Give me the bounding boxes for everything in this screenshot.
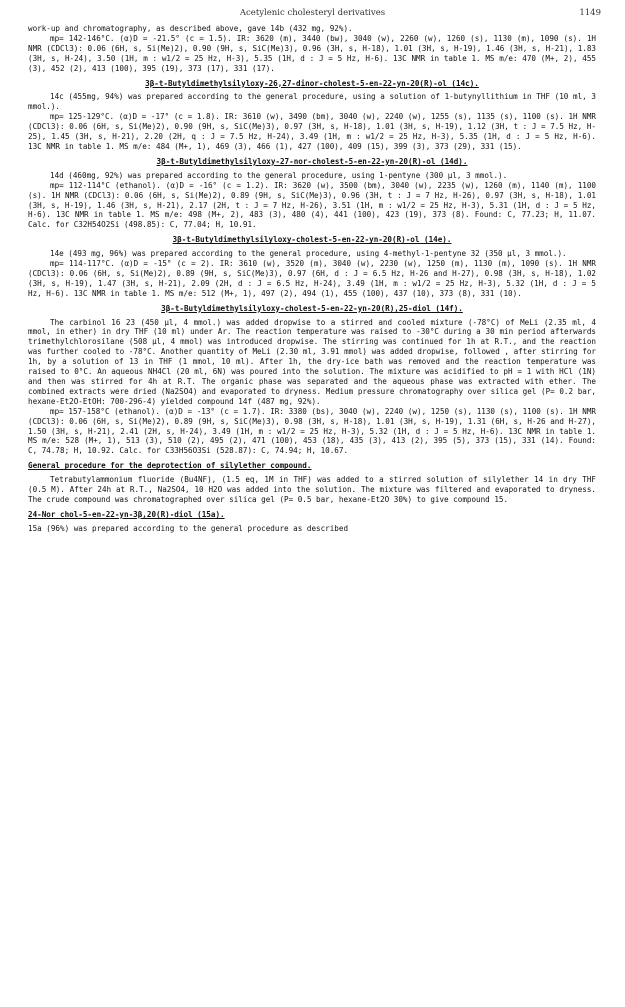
section xyxy=(28,157,596,230)
paragraph: mp= 157-158°C (ethanol). (α)D = -13° (c = 1.7). IR: 3380 (bs), 3040 (w), 2240 (w), 1250 (s), 1130 (s), 1100 (s). 1H NMR (CDCl3): 0.06 (6H, s, Si(Me)2), 0.89 (9H, s, SiC(Me)3), 0.98 (3H, s, H-18), 1.01 (3H, s, H-19), 1.31 (6H, s, H-26 and H-27), 1.50 (3H, s, H-21), 2.41 (2H, s, H-24), 3.49 (1H, m : w1/2 = 25 Hz, H-3), 5.32 (1H, d : J = 5 Hz, H-6). 13C NMR in table 1. MS m/e: 528 (M+, 1), 513 (3), 510 (2), 495 (2), 471 (100), 453 (18), 435 (3), 413 (2), 395 (5), 373 (15), 331 (14). Found: C, 74.78; H, 10.92. Calc. for C33H56O3Si (528.87): C, 74.94; H, 10.67. xyxy=(28,406,596,456)
section-title: 3β-t-Butyldimethylsilyloxy-cholest-5-en-22-yn-20(R)-ol (14e). xyxy=(172,235,452,245)
section xyxy=(28,24,596,74)
paragraph: Tetrabutylammonium fluoride (Bu4NF), (1.5 eq, 1M in THF) was added to a stirred solution of silylether 14 in dry THF (0.5 M). After 24h at R.T., Na2SO4, 10 H2O was added into the solution. The mixture was filtered and evaporated to dryness. The crude compound was chromatographed over silica gel (P= 0.5 bar, hexane-Et2O 30%) to give compound 15. xyxy=(28,475,596,504)
paragraph: mp= 114-117°C. (α)D = -15° (c = 2). IR: 3610 (w), 3520 (m), 3040 (w), 2230 (w), 1250 (m), 1130 (m), 1090 (s). 1H NMR (CDCl3): 0.06 (6H, s, Si(Me)2), 0.89 (9H, s, SiC(Me)3), 0.97 (6H, d : J = 6.5 Hz, H-26 and H-27), 0.98 (3H, s, H-18), 1.02 (3H, s, H-19), 1.47 (3H, s, H-21), 2.09 (2H, d : J = 6.5 Hz, H-24), 3.49 (1H, m : w1/2 = 25 Hz, H-3), 5.32 (1H, d : J = 5 Hz, H-6). 13C NMR in table 1. MS m/e: 512 (M+, 1), 497 (2), 494 (1), 455 (100), 437 (10), 373 (8), 331 (10). xyxy=(28,259,596,298)
paragraph: 15a (96%) was prepared according to the general procedure as described xyxy=(28,523,349,533)
body-text xyxy=(28,24,596,538)
section-title: 3β-t-Butyldimethylsilyloxy-cholest-5-en-22-yn-20(R),25-diol (14f). xyxy=(161,303,463,313)
paragraph: mp= 112-114°C (ethanol). (α)D = -16° (c = 1.2). IR: 3620 (w), 3500 (bm), 3040 (w), 2235 (w), 1260 (m), 1140 (m), 1100 (s). 1H NMR (CDCl3): 0.06 (6H, s, Si(Me)2), 0.89 (9H, s, SiC(Me)3), 0.96 (3H, t : J = 7 Hz, H-26), 0.97 (3H, s, H-18), 1.01 (3H, s, H-19), 1.46 (3H, s, H-21), 2.17 (2H, t : J = 7 Hz, H-26), 3.51 (1H, m : w1/2 = 25 Hz, H-3), 5.31 (1H, d : J = 5 Hz, H-6). 13C NMR in table 1. MS m/e: 498 (M+, 2), 483 (3), 480 (4), 441 (100), 423 (19), 373 (8). Found: C, 77.23; H, 11.07. Calc. for C32H54O2Si (498.85): C, 77.04; H, 10.91. xyxy=(28,180,596,230)
running-head: Acetylenic cholesteryl derivatives xyxy=(239,8,386,18)
section xyxy=(28,235,596,298)
section xyxy=(28,304,596,457)
paragraph: mp= 142-146°C. (α)D = -21.5° (c = 1.5). IR: 3620 (m), 3440 (bw), 3040 (w), 2260 (w), 1260 (s), 1130 (m), 1090 (s). 1H NMR (CDCl3): 0.06 (6H, s, Si(Me)2), 0.90 (9H, s, SiC(Me)3), 0.96 (3H, s, H-18), 1.01 (3H, s, H-19), 1.46 (3H, s, H-21), 1.83 (3H, s, H-24), 3.50 (1H, m : w1/2 = 25 Hz, H-3), 5.35 (1H, d : J = 5 Hz, H-6). 13C NMR in table 1. MS m/e: 470 (M+, 2), 455 (3), 452 (2), 413 (100), 395 (19), 373 (17), 331 (17). xyxy=(28,33,596,73)
section xyxy=(28,510,596,534)
section-title: General procedure for the deprotection of silylether compound. xyxy=(28,461,312,471)
section-title: 24-Nor chol-5-en-22-yn-3β,20(R)-diol (15a). xyxy=(28,509,225,519)
page-header xyxy=(0,6,625,22)
section xyxy=(28,79,596,152)
section-title: 3β-t-Butyldimethylsilyloxy-26,27-dinor-cholest-5-en-22-yn-20(R)-ol (14c). xyxy=(145,78,479,88)
section-title: 3β-t-Butyldimethylsilyloxy-27-nor-cholest-5-en-22-yn-20(R)-ol (14d). xyxy=(156,156,468,166)
paragraph: work-up and chromatography, as described above, gave 14b (432 mg, 92%). xyxy=(28,24,353,33)
paragraph: 14c (455mg, 94%) was prepared according to the general procedure, using a solution of 1-butynyllithium in THF (10 ml, 3 mmol.). xyxy=(28,92,596,112)
paragraph: mp= 125-129°C. (α)D = -17° (c = 1.8). IR: 3610 (w), 3490 (bm), 3040 (w), 2240 (w), 1255 (s), 1135 (s), 1100 (s). 1H NMR (CDCl3): 0.06 (6H, s, Si(Me)2), 0.90 (9H, s, SiC(Me)3), 0.97 (3H, s, H-18), 1.01 (3H, s, H-19), 1.12 (3H, t : J = 7.5 Hz, H-25), 1.45 (3H, s, H-21), 2.20 (2H, q : J = 7.5 Hz, H-24), 3.49 (1H, m : w1/2 = 25 Hz, H-3), 5.35 (1H, d : J = 5 Hz, H-6). 13C NMR in table 1. MS m/e: 484 (M+, 1), 469 (3), 466 (1), 427 (100), 409 (15), 399 (3), 373 (29), 331 (15). xyxy=(28,112,596,151)
section xyxy=(28,461,596,505)
paragraph: 14e (493 mg, 96%) was prepared according to the general procedure, using 4-methyl-1-pentyne 32 (350 µl, 3 mmol.). xyxy=(50,249,567,259)
paragraph: The carbinol 16 23 (450 µl, 4 mmol.) was added dropwise to a stirred and cooled mixture (-78°C) of MeLi (2.35 ml, 4 mmol, in ether) in dry THF (10 ml) under Ar. The reaction temperature was raised to -30°C during a 30 min period afterwards trimethylchlorosilane (508 µl, 4 mmol) was introduced dropwise. The stirring was continued for 1h at R.T., and the reaction was further cooled to -78°C. Another quantity of MeLi (2.30 ml, 3.91 mmol) was added dropwise, followed , after stirring for 1h, by a solution of 13 in THF (1 mmol, 10 ml). After 1h, the dry-ice bath was removed and the reaction temperature was raised to 0°C. An aqueous NH4Cl (20 ml, 6N) was poured into the solution. The mixture was acidified to pH = 1 with HCl (1N) and then was stirred for 4h at R.T. The organic phase was separated and the aqueous phase was extracted with ether. The combined extracts were dried (Na2SO4) and evaporated to dryness. Medium pressure chromatography over silica gel (P= 0.2 bar, hexane-Et2O-EtOH: 700-296-4) yielded compound 14f (487 mg, 92%). xyxy=(28,317,596,406)
page-number: 1149 xyxy=(579,8,601,18)
paragraph: 14d (460mg, 92%) was prepared according to the general procedure, using 1-pentyne (300 µl, 3 mmol.). xyxy=(50,170,508,180)
